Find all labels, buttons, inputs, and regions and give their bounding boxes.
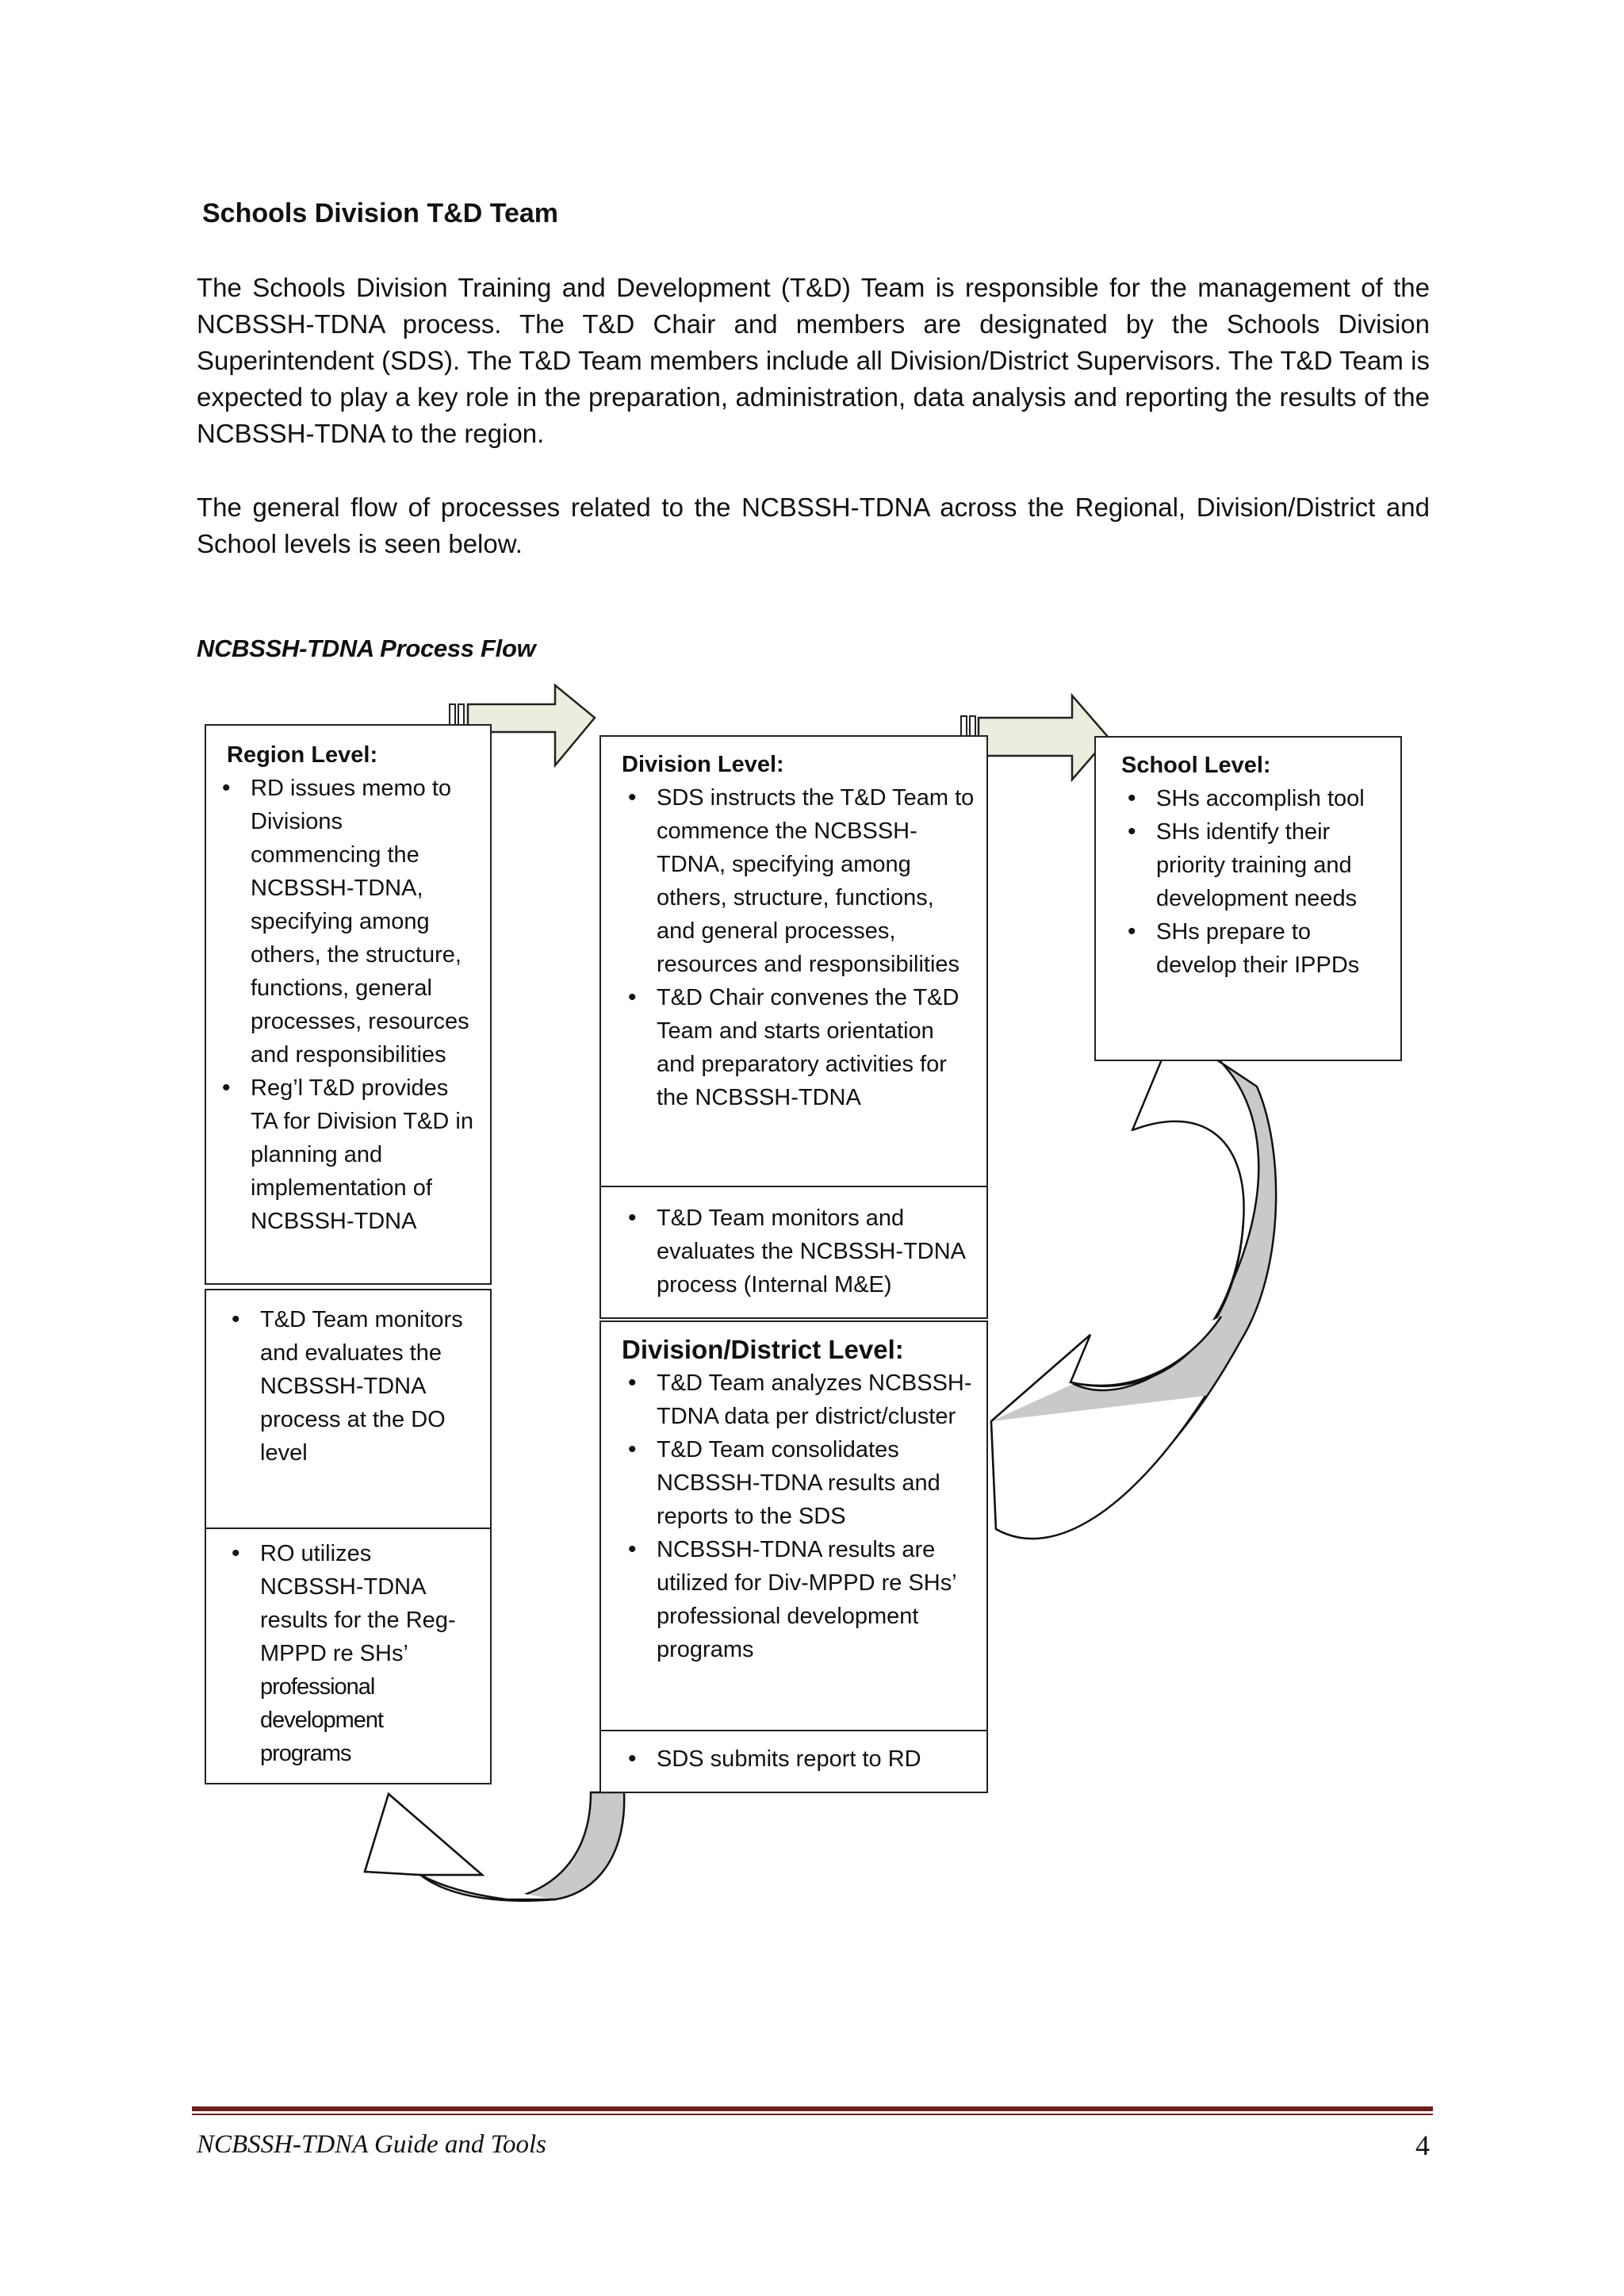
district-level-box <box>599 1320 988 1731</box>
region-level-title: Region Level: <box>227 742 378 768</box>
list-item: • T&D Team monitors and evaluates the NCBSSH-TDNA process (Internal M&E) <box>657 1202 975 1301</box>
district-level-title: Division/District Level: <box>622 1335 904 1364</box>
list-item: • T&D Chair convenes the T&D Team and starts orientation and preparatory activities for the NCBSSH-TDNA <box>657 981 975 1114</box>
division-level-box <box>599 735 988 1187</box>
region-level-box <box>205 724 492 1285</box>
list-item: • RD issues memo to Divisions commencing the NCBSSH-TDNA, specifying among others, the structure, functions, general processes, resources and responsibilities <box>251 772 479 1071</box>
list-item: • T&D Team monitors and evaluates the NCBSSH-TDNA process at the DO level <box>260 1303 479 1470</box>
division-level-title: Division Level: <box>622 752 784 777</box>
district-level-list <box>612 1366 975 1666</box>
school-level-list <box>1107 782 1389 982</box>
flow-paragraph: The general flow of processes related to the NCBSSH-TDNA across the Regional, Division/District and School levels is seen below. <box>197 493 1430 558</box>
list-item: • SHs prepare to develop their IPPDs <box>1156 915 1389 982</box>
list-item <box>260 1537 479 1770</box>
utilize-text-b: professional development programs <box>260 1674 384 1766</box>
footer-rule <box>192 2106 1433 2111</box>
region-monitor-list <box>217 1303 479 1470</box>
school-level-title: School Level: <box>1121 753 1271 778</box>
region-utilize-box <box>205 1527 492 1784</box>
region-level-list <box>217 772 479 1238</box>
district-submit-list <box>612 1742 975 1776</box>
list-item: • SHs accomplish tool <box>1156 782 1389 815</box>
footer-title: NCBSSH-TDNA Guide and Tools <box>197 2130 546 2159</box>
school-level-box <box>1094 736 1402 1061</box>
district-submit-box <box>599 1730 988 1793</box>
list-item: • Reg’l T&D provides TA for Division T&D in planning and implementation of NCBSSH-TDNA <box>251 1071 479 1238</box>
division-level-list <box>612 781 975 1114</box>
section-heading: Schools Division T&D Team <box>202 198 559 228</box>
list-item: • SDS instructs the T&D Team to commence the NCBSSH-TDNA, specifying among others, structure, functions, and general processes, resources and responsibilities <box>657 781 975 981</box>
flow-title: NCBSSH-TDNA Process Flow <box>197 634 536 662</box>
page-number: 4 <box>1415 2129 1430 2161</box>
footer-rule-thin <box>192 2114 1433 2115</box>
utilize-text-a: RO utilizes NCBSSH-TDNA results for the Reg-MPPD re SHs’ <box>260 1541 456 1666</box>
list-item: • SHs identify their priority training and development needs <box>1156 815 1389 915</box>
division-monitor-list <box>612 1202 975 1301</box>
arrow-district-to-region <box>365 1792 624 1901</box>
list-item: • T&D Team consolidates NCBSSH-TDNA results and reports to the SDS <box>657 1433 975 1533</box>
arrow-school-to-district <box>991 1031 1276 1539</box>
intro-paragraph: The Schools Division Training and Development (T&D) Team is responsible for the management of the NCBSSH-TDNA process. The T&D Chair and members are designated by the Schools Division Superintendent (SDS). The T&D Team members include all Division/District Supervisors. The T&D Team is expected to play a key role in the preparation, administration, data analysis and reporting the results of the NCBSSH-TDNA to the region. <box>197 273 1430 448</box>
list-item: • T&D Team analyzes NCBSSH-TDNA data per district/cluster <box>657 1366 975 1433</box>
division-monitor-box <box>599 1186 988 1319</box>
list-item: • NCBSSH-TDNA results are utilized for Div-MPPD re SHs’ professional development programs <box>657 1533 975 1666</box>
region-monitor-box <box>205 1289 492 1529</box>
list-item: • SDS submits report to RD <box>657 1742 975 1776</box>
region-utilize-list <box>217 1537 479 1770</box>
